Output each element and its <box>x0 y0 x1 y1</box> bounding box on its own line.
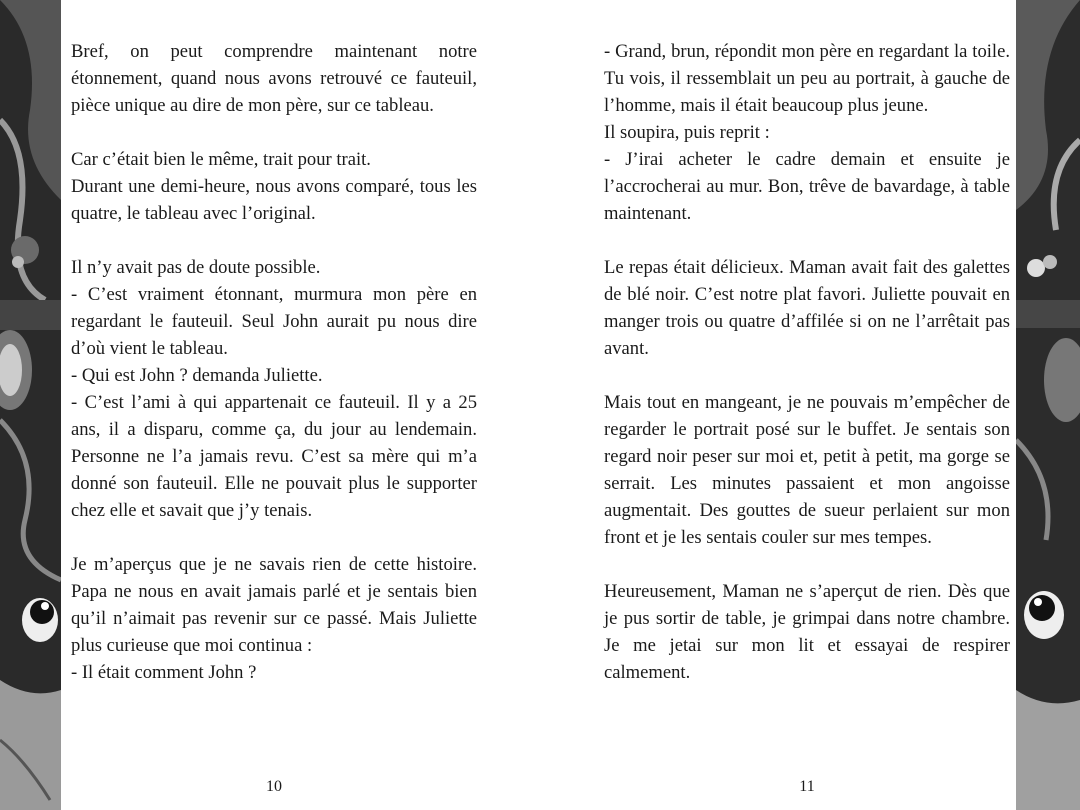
right-page-text <box>604 38 1010 768</box>
paragraph-spacer <box>604 551 1010 578</box>
paragraph: Mais tout en mangeant, je ne pouvais m’empêcher de regarder le portrait posé sur le buffet. Je sentais son regard noir peser sur moi et, petit à petit, ma gorge se serrait. Les minutes passaient et mon angoisse augmentait. Des gouttes de sueur perlaient sur mon front et je les sentais couler sur mes tempes. <box>604 392 1010 548</box>
paragraph: Il soupira, puis reprit : <box>604 122 770 143</box>
paragraph: - C’est vraiment étonnant, murmura mon père en regardant le fauteuil. Seul John aurait pu nous dire d’où vient le tableau. <box>71 284 477 359</box>
paragraph: - Il était comment John ? <box>71 662 257 683</box>
paragraph: - Grand, brun, répondit mon père en regardant la toile. Tu vois, il ressemblait un peu au portrait, à gauche de l’homme, mais il était beaucoup plus jeune. <box>604 41 1010 116</box>
page-number-left: 10 <box>266 778 282 795</box>
paragraph: Je m’aperçus que je ne savais rien de cette histoire. Papa ne nous en avait jamais parlé et je sentais bien qu’il n’aimait pas revenir sur ce passé. Mais Juliette plus curieuse que moi continua : <box>71 554 477 656</box>
paragraph-spacer <box>604 362 1010 389</box>
paragraph: Le repas était délicieux. Maman avait fait des galettes de blé noir. C’est notre plat favori. Juliette pouvait en manger trois ou quatre d’affilée si on ne l’arrêtait pas avant. <box>604 257 1010 359</box>
left-page-text <box>71 38 477 768</box>
paragraph: Il n’y avait pas de doute possible. <box>71 257 321 278</box>
paragraph: - C’est l’ami à qui appartenait ce fauteuil. Il y a 25 ans, il a disparu, comme ça, du jour au lendemain. Personne ne l’a jamais revu. C’est sa mère qui m’a donné son fauteuil. Elle ne pouvait plus le supporter chez elle et savait que j’y tenais. <box>71 392 477 521</box>
paragraph-spacer <box>71 119 477 146</box>
paragraph: Heureusement, Maman ne s’aperçut de rien. Dès que je pus sortir de table, je grimpai dans notre chambre. Je me jetai sur mon lit et essayai de respirer calmement. <box>604 581 1010 683</box>
paragraph: - J’irai acheter le cadre demain et ensuite je l’accrocherai au mur. Bon, trêve de bavardage, à table maintenant. <box>604 149 1010 224</box>
paragraph-spacer <box>604 227 1010 254</box>
paragraph: - Qui est John ? demanda Juliette. <box>71 365 323 386</box>
paragraph-spacer <box>71 524 477 551</box>
decorative-illustration-right <box>1016 0 1080 810</box>
page-number-right: 11 <box>799 778 815 795</box>
paragraph: Car c’était bien le même, trait pour trait. <box>71 149 371 170</box>
paragraph: Bref, on peut comprendre maintenant notre étonnement, quand nous avons retrouvé ce fauteuil, pièce unique au dire de mon père, sur ce tableau. <box>71 41 477 116</box>
paragraph-spacer <box>71 227 477 254</box>
decorative-illustration-left <box>0 0 61 810</box>
paragraph: Durant une demi-heure, nous avons comparé, tous les quatre, le tableau avec l’original. <box>71 176 477 224</box>
